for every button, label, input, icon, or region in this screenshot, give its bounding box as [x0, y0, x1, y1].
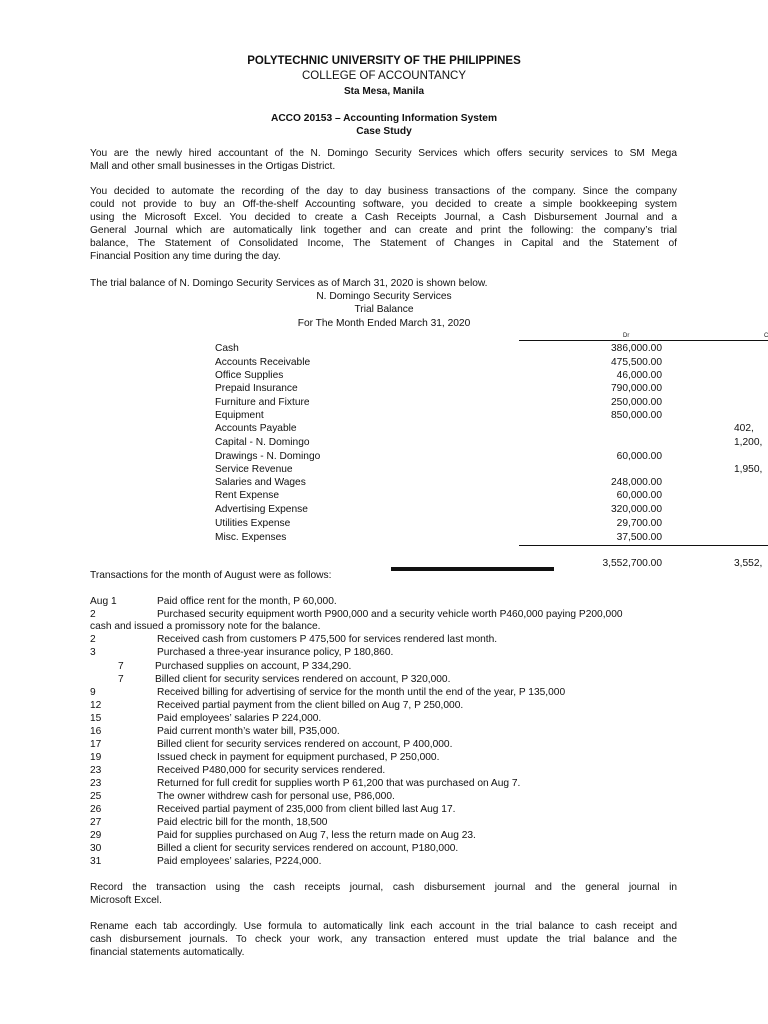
tb-row	[0, 531, 768, 544]
tb-debit: 850,000.00	[611, 410, 662, 421]
tb-total-credit: 3,552,	[734, 558, 763, 569]
text-line: using the Microsoft Excel. You decided to create a Cash Receipts Journal, a Cash Disbursement Journal and a	[90, 212, 677, 223]
transaction-description: Billed a client for security services rendered on account, P180,000.	[157, 843, 459, 854]
transaction-date: 31	[90, 856, 102, 867]
instructions-paragraph-2	[90, 920, 677, 959]
tb-account: Furniture and Fixture	[215, 397, 310, 408]
text-line: Financial Position any time during the day.	[90, 251, 281, 262]
tb-account: Service Revenue	[215, 464, 293, 475]
tb-account: Accounts Receivable	[215, 357, 311, 368]
tb-account: Rent Expense	[215, 490, 279, 501]
transaction-date: 2	[90, 634, 96, 645]
transaction-description: Purchased a three-year insurance policy, P 180,860.	[157, 647, 394, 658]
instructions-paragraph-1	[90, 881, 677, 907]
tb-account: Office Supplies	[215, 370, 284, 381]
tb-account: Misc. Expenses	[215, 532, 287, 543]
text-line: financial statements automatically.	[90, 947, 245, 958]
transaction-description: Paid employees’ salaries, P224,000.	[157, 856, 322, 867]
tb-row	[0, 436, 768, 449]
transaction-date: 7	[118, 674, 124, 685]
text-line: You decided to automate the recording of the day to day business transactions of the company. Since the company	[90, 186, 677, 197]
tb-account: Capital - N. Domingo	[215, 437, 310, 448]
text-line: could not provide to buy an Off-the-shelf Accounting software, you decided to create a simple bookkeeping system	[90, 199, 677, 210]
tb-row	[0, 503, 768, 516]
tb-credit: 402,	[734, 423, 754, 434]
transaction-description: Received partial payment from the client billed on Aug 7, P 250,000.	[157, 700, 464, 711]
tb-row	[0, 463, 768, 476]
tb-credit: 1,950,	[734, 464, 763, 475]
tb-company: N. Domingo Security Services	[316, 291, 452, 302]
tb-account: Advertising Expense	[215, 504, 308, 515]
tb-col-dr: Dr	[623, 333, 630, 339]
transaction-date: 3	[90, 647, 96, 658]
transaction-description: Received billing for advertising of service for the month until the end of the year, P 135,000	[157, 687, 566, 698]
transaction-date: 16	[90, 726, 102, 737]
tb-row	[0, 396, 768, 409]
transaction-date: 17	[90, 739, 102, 750]
tb-account: Salaries and Wages	[215, 477, 306, 488]
transaction-date: 26	[90, 804, 102, 815]
transaction-date: 2	[90, 609, 96, 620]
transaction-date: 9	[90, 687, 96, 698]
university-name: POLYTECHNIC UNIVERSITY OF THE PHILIPPINES	[247, 55, 521, 67]
text-line: You are the newly hired accountant of the N. Domingo Security Services which offers security services to SM Mega	[90, 148, 677, 159]
college-name: COLLEGE OF ACCOUNTANCY	[301, 70, 466, 82]
tb-account: Prepaid Insurance	[215, 383, 298, 394]
transaction-description: Purchased security equipment worth P900,000 and a security vehicle worth P460,000 paying P200,000	[157, 609, 623, 620]
transaction-description: Paid employees’ salaries P 224,000.	[157, 713, 322, 724]
transaction-description: Received partial payment of 235,000 from client billed last Aug 17.	[157, 804, 456, 815]
text-line: balance, The Statement of Consolidated Income, The Statement of Changes in Capital and the Statement of	[90, 238, 677, 249]
tb-debit: 29,700.00	[616, 518, 662, 529]
transactions-intro: Transactions for the month of August were as follows:	[90, 570, 332, 581]
intro-paragraph-2	[90, 185, 677, 263]
tb-account: Drawings - N. Domingo	[215, 451, 321, 462]
transaction-date: 27	[90, 817, 102, 828]
tb-account: Cash	[215, 343, 239, 354]
transaction-description: Purchased supplies on account, P 334,290.	[155, 661, 352, 672]
transaction-description: The owner withdrew cash for personal use, P86,000.	[157, 791, 395, 802]
location: Sta Mesa, Manila	[343, 86, 425, 97]
transaction-date: 23	[90, 778, 102, 789]
transaction-description: Paid for supplies purchased on Aug 7, less the return made on Aug 23.	[157, 830, 476, 841]
tb-title: Trial Balance	[354, 304, 414, 315]
tb-row	[0, 369, 768, 382]
tb-col-cr: C	[764, 333, 768, 339]
transaction-description: Paid current month’s water bill, P35,000.	[157, 726, 340, 737]
tb-debit: 60,000.00	[616, 490, 662, 501]
text-line: Mall and other small businesses in the Ortigas District.	[90, 161, 336, 172]
tb-debit: 46,000.00	[616, 370, 662, 381]
tb-debit: 37,500.00	[616, 532, 662, 543]
transaction-description: Paid office rent for the month, P 60,000.	[157, 596, 337, 607]
tb-row	[0, 356, 768, 369]
thick-underline	[391, 567, 554, 571]
tb-account: Utilities Expense	[215, 518, 291, 529]
tb-debit: 475,500.00	[611, 357, 662, 368]
tb-row	[0, 489, 768, 502]
tb-row	[0, 450, 768, 463]
tb-debit: 248,000.00	[611, 477, 662, 488]
tb-row	[0, 409, 768, 422]
transaction-date: 30	[90, 843, 102, 854]
transaction-date: 7	[118, 661, 124, 672]
tb-row	[0, 476, 768, 489]
tb-row	[0, 382, 768, 395]
text-line: Microsoft Excel.	[90, 895, 162, 906]
transaction-date: 25	[90, 791, 102, 802]
text-line: Record the transaction using the cash receipts journal, cash disbursement journal and the general journal in	[90, 882, 677, 893]
tb-account: Equipment	[215, 410, 264, 421]
tb-credit: 1,200,	[734, 437, 763, 448]
transaction-description: Returned for full credit for supplies worth P 61,200 that was purchased on Aug 7.	[157, 778, 521, 789]
transaction-description: Issued check in payment for equipment purchased, P 250,000.	[157, 752, 440, 763]
trial-balance-intro: The trial balance of N. Domingo Security Services as of March 31, 2020 is shown below.	[90, 278, 488, 289]
tb-debit: 320,000.00	[611, 504, 662, 515]
tb-debit: 386,000.00	[611, 343, 662, 354]
tb-debit: 60,000.00	[616, 451, 662, 462]
transaction-description: Received P480,000 for security services rendered.	[157, 765, 386, 776]
transaction-date: 23	[90, 765, 102, 776]
transaction-date: 15	[90, 713, 102, 724]
transaction-date: 19	[90, 752, 102, 763]
tb-header-rule	[519, 340, 768, 341]
transaction-description-continued: cash and issued a promissory note for the balance.	[90, 621, 321, 632]
tb-debit: 250,000.00	[611, 397, 662, 408]
tb-row	[0, 342, 768, 355]
transaction-description: Received cash from customers P 475,500 for services rendered last month.	[157, 634, 498, 645]
tb-row	[0, 422, 768, 435]
course-title: ACCO 20153 – Accounting Information System	[270, 113, 498, 124]
transaction-description: Paid electric bill for the month, 18,500	[157, 817, 328, 828]
transaction-description: Billed client for security services rendered on account, P 400,000.	[157, 739, 453, 750]
tb-account: Accounts Payable	[215, 423, 297, 434]
transaction-date: Aug 1	[90, 596, 117, 607]
document-type: Case Study	[356, 126, 412, 137]
tb-total-debit: 3,552,700.00	[602, 558, 662, 569]
tb-total-rule	[519, 545, 768, 546]
tb-row	[0, 517, 768, 530]
transaction-description: Billed client for security services rendered on account, P 320,000.	[155, 674, 451, 685]
tb-debit: 790,000.00	[611, 383, 662, 394]
text-line: Rename each tab accordingly. Use formula to automatically link each account in the trial balance to cash receipt and	[90, 921, 677, 932]
text-line: General Journal which are automatically link together and can create and print the following: the company’s trial	[90, 225, 677, 236]
text-line: cash disbursement journals. To check your work, any transaction entered must update the trial balance and the	[90, 934, 677, 945]
tb-period: For The Month Ended March 31, 2020	[297, 318, 471, 329]
transaction-date: 12	[90, 700, 102, 711]
intro-paragraph-1	[90, 147, 677, 173]
transaction-date: 29	[90, 830, 102, 841]
